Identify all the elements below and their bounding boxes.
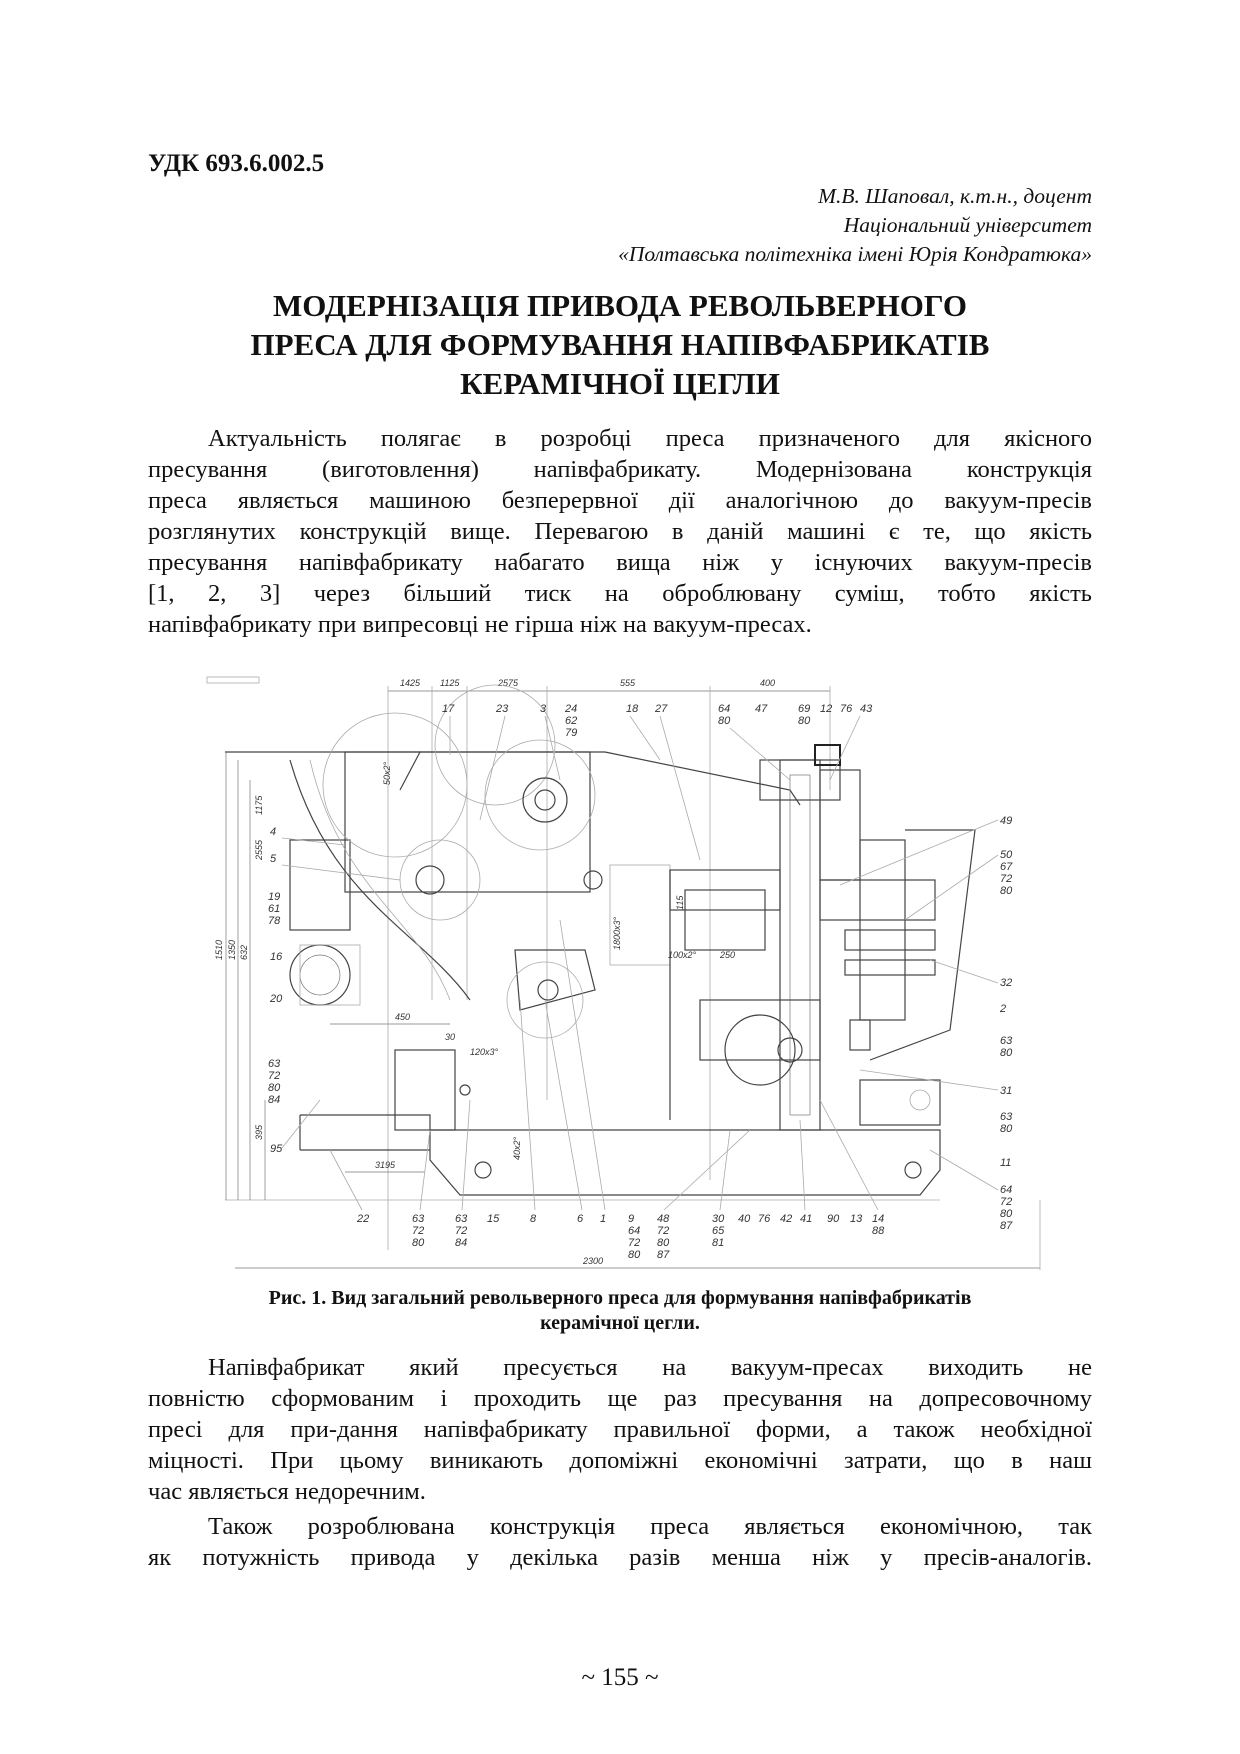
text-line: пресування напівфабрикату набагато вища ніж у існуючих вакуум-пресів xyxy=(148,549,1092,576)
drawing-label: 250 xyxy=(720,950,736,960)
page-number: ~ 155 ~ xyxy=(581,1664,659,1691)
author-name: М.В. Шаповал, к.т.н., доцент xyxy=(818,184,1092,208)
drawing-label: 50 xyxy=(1000,849,1013,861)
labels-top xyxy=(442,703,873,860)
drawing-label: 63 xyxy=(455,1213,468,1225)
author-org: Національний університет xyxy=(843,213,1092,237)
drawing-label: 88 xyxy=(872,1225,885,1237)
text-line: преса являється машиною безперервної дії аналогічною до вакуум-пресів xyxy=(148,487,1092,514)
drawing-label: 30 xyxy=(712,1213,725,1225)
drawing-label: 67 xyxy=(1000,861,1013,873)
drawing-label: 62 xyxy=(565,715,578,727)
drawing-label: 20 xyxy=(270,993,283,1005)
drawing-label: 31 xyxy=(1000,1085,1013,1097)
drawing-label: 64 xyxy=(718,703,731,715)
drawing-label: 555 xyxy=(620,678,636,688)
drawing-label: 80 xyxy=(1000,1047,1013,1059)
drawing-label: 80 xyxy=(628,1249,641,1261)
drawing-label: 76 xyxy=(840,703,853,715)
drawing-label: 2555 xyxy=(254,839,264,860)
drawing-label: 6 xyxy=(577,1213,584,1225)
drawing-label: 72 xyxy=(657,1225,670,1237)
paragraph-3 xyxy=(148,1511,1092,1573)
drawing-label: 80 xyxy=(718,715,731,727)
text-line: як потужність привода у декілька разів менша ніж у пресів-аналогів. xyxy=(148,1544,1092,1571)
drawing-label: 63 xyxy=(412,1213,425,1225)
drawing-label: 1125 xyxy=(440,678,460,688)
drawing-label: 4 xyxy=(270,826,277,838)
text-line: пресі для при-дання напівфабрикату правильної форми, а також необхідної xyxy=(148,1416,1092,1443)
drawing-label: 1350 xyxy=(227,939,237,960)
drawing-label: 72 xyxy=(268,1070,281,1082)
drawing-label: 80 xyxy=(1000,1123,1013,1135)
drawing-label: 63 xyxy=(268,1058,281,1070)
drawing-label: 48 xyxy=(657,1213,670,1225)
drawing-label: 63 xyxy=(1000,1111,1013,1123)
text-line: Актуальність полягає в розробці преса призначеного для якісного xyxy=(208,425,1092,452)
drawing-label: 69 xyxy=(798,703,811,715)
drawing-label: 24 xyxy=(565,703,578,715)
drawing-label: 87 xyxy=(657,1249,670,1261)
drawing-label: 49 xyxy=(1000,815,1013,827)
drawing-label: 32 xyxy=(1000,977,1013,989)
paragraph-1 xyxy=(148,423,1092,640)
drawing-label: 12 xyxy=(820,703,833,715)
drawing-label: 64 xyxy=(1000,1184,1013,1196)
labels-bottom xyxy=(330,920,885,1261)
paragraph-2 xyxy=(148,1352,1092,1507)
drawing-label: 78 xyxy=(268,915,281,927)
drawing-label: 9 xyxy=(628,1213,635,1225)
drawing-label: 1800х3° xyxy=(612,916,622,950)
drawing-label: 40 xyxy=(738,1213,751,1225)
drawing-label: 120х3° xyxy=(470,1047,499,1057)
drawing-label: 15 xyxy=(487,1213,500,1225)
drawing-label: 41 xyxy=(800,1213,813,1225)
drawing-label: 95 xyxy=(270,1143,283,1155)
drawing-label: 1510 xyxy=(214,939,224,960)
text-line: час являється недоречним. xyxy=(148,1478,426,1505)
article-title xyxy=(148,286,1092,403)
drawing-label: 72 xyxy=(455,1225,468,1237)
drawing-label: 11 xyxy=(1000,1157,1012,1169)
drawing-label: 64 xyxy=(628,1225,641,1237)
text-line: міцності. При цьому виникають допоміжні економічні затрати, що в наш xyxy=(148,1447,1092,1474)
drawing-label: 100х2° xyxy=(668,950,697,960)
drawing-label: 17 xyxy=(442,703,455,715)
title-line: ПРЕСА ДЛЯ ФОРМУВАННЯ НАПІВФАБРИКАТІВ xyxy=(250,327,990,362)
drawing-label: 2 xyxy=(1000,1003,1007,1015)
drawing-label: 22 xyxy=(357,1213,370,1225)
press-drawing xyxy=(180,665,1060,1270)
drawing-stamp xyxy=(207,677,259,683)
drawing-label: 79 xyxy=(565,727,578,739)
text-line: повністю сформованим і проходить ще раз пресування на допресовочному xyxy=(148,1385,1092,1412)
drawing-label: 43 xyxy=(860,703,873,715)
drawing-label: 63 xyxy=(1000,1035,1013,1047)
drawing-label: 80 xyxy=(1000,1208,1013,1220)
top-dimensions xyxy=(388,678,833,1250)
title-line: КЕРАМІЧНОЇ ЦЕГЛИ xyxy=(460,366,780,401)
drawing-label: 13 xyxy=(850,1213,863,1225)
text-line: розглянутих конструкцій вище. Перевагою в даній машині є те, що якість xyxy=(148,518,1092,545)
drawing-label: 72 xyxy=(628,1237,641,1249)
drawing-label: 23 xyxy=(496,703,509,715)
drawing-label: 61 xyxy=(268,903,281,915)
drawing-label: 1175 xyxy=(254,795,264,815)
drawing-label: 72 xyxy=(412,1225,425,1237)
text-line: Напівфабрикат який пресується на вакуум-пресах виходить не xyxy=(208,1354,1092,1381)
drawing-label: 3 xyxy=(540,703,547,715)
caption-line: Рис. 1. Вид загальний револьверного преса для формування напівфабрикатів xyxy=(268,1287,972,1309)
drawing-label: 18 xyxy=(626,703,639,715)
caption-line: керамічної цегли. xyxy=(540,1312,700,1334)
drawing-label: 50х2° xyxy=(382,761,392,785)
drawing-label: 76 xyxy=(758,1213,771,1225)
drawing-label: 80 xyxy=(798,715,811,727)
text-line: напівфабрикату при випресовці не гірша ніж на вакуум-пресах. xyxy=(148,611,812,638)
text-line: Також розроблювана конструкція преса являється економічною, так xyxy=(208,1513,1092,1540)
drawing-label: 80 xyxy=(268,1082,281,1094)
drawing-label: 14 xyxy=(872,1213,885,1225)
title-line: МОДЕРНІЗАЦІЯ ПРИВОДА РЕВОЛЬВЕРНОГО xyxy=(273,288,967,323)
drawing-label: 5 xyxy=(270,853,277,865)
text-line: [1, 2, 3] через більший тиск на оброблювану суміш, тобто якість xyxy=(148,580,1092,607)
drawing-label: 3195 xyxy=(375,1160,396,1170)
author-block xyxy=(618,182,1092,269)
drawing-label: 42 xyxy=(780,1213,793,1225)
drawing-label: 87 xyxy=(1000,1220,1013,1232)
labels-left xyxy=(268,826,400,1155)
drawing-label: 72 xyxy=(1000,873,1013,885)
drawing-label: 395 xyxy=(254,1124,264,1140)
drawing-label: 632 xyxy=(239,944,249,960)
drawing-label: 47 xyxy=(755,703,768,715)
drawing-label: 1425 xyxy=(400,678,421,688)
drawing-label: 81 xyxy=(712,1237,725,1249)
text-line: пресування (виготовлення) напівфабрикату. Модернізована конструкція xyxy=(148,456,1092,483)
drawing-label: 30 xyxy=(445,1032,456,1042)
drawing-label: 2575 xyxy=(498,678,519,688)
drawing-label: 65 xyxy=(712,1225,725,1237)
drawing-label: 72 xyxy=(1000,1196,1013,1208)
drawing-label: 80 xyxy=(1000,885,1013,897)
drawing-label: 16 xyxy=(270,951,283,963)
drawing-label: 90 xyxy=(827,1213,840,1225)
labels-right xyxy=(840,815,1013,1232)
drawing-label: 84 xyxy=(268,1094,281,1106)
drawing-label: 80 xyxy=(657,1237,670,1249)
drawing-label: 80 xyxy=(412,1237,425,1249)
drawing-label: 84 xyxy=(455,1237,468,1249)
drawing-label: 27 xyxy=(655,703,668,715)
author-org-name: «Полтавська політехніка імені Юрія Кондратюка» xyxy=(618,242,1092,266)
udc-code: УДК 693.6.002.5 xyxy=(148,150,325,177)
figure-caption xyxy=(148,1286,1092,1336)
drawing-label: 8 xyxy=(530,1213,537,1225)
drawing-label: 1 xyxy=(600,1213,607,1225)
drawing-label: 19 xyxy=(268,891,281,903)
drawing-label: 2300 xyxy=(583,1256,604,1266)
drawing-label: 115 xyxy=(675,895,685,910)
drawing-label: 450 xyxy=(395,1012,411,1022)
drawing-label: 400 xyxy=(760,678,776,688)
machine-body xyxy=(225,685,975,1200)
drawing-label: 40х2° xyxy=(512,1136,522,1160)
